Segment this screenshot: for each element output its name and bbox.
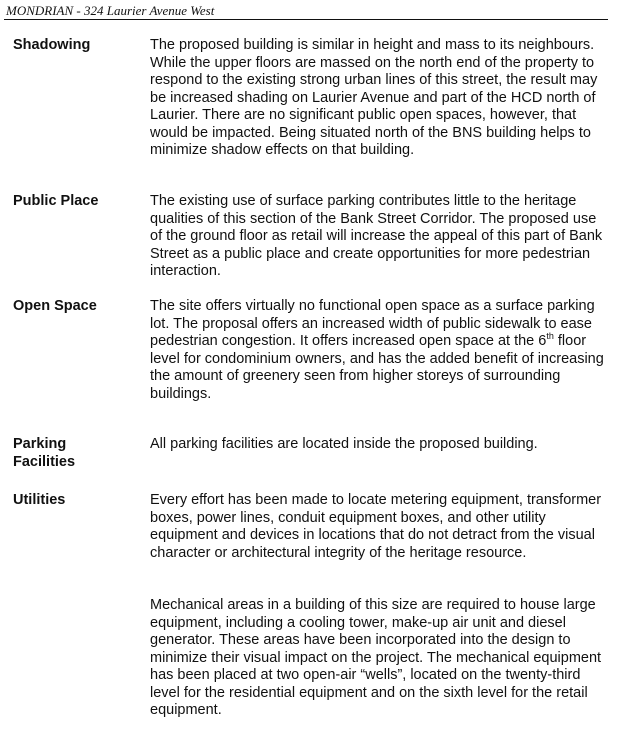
section-label: Parking Facilities [13, 436, 76, 470]
section-paragraph: The proposed building is similar in height and mass to its neighbours. While the upper floors are massed on the north end of the property to respond to the existing strong urban lines of this street, the result may be increased shading on Laurier Avenue and part of the HCD north of Laurier. There are no significant public open spaces, however, that would be impacted. Being situated north of the BNS building helps to minimize shadow effects on that building. [150, 37, 598, 158]
section-label: Shadowing [13, 37, 91, 53]
section-label: Public Place [13, 193, 99, 209]
section-paragraph: Mechanical areas in a building of this size are required to house large equipment, including a cooling tower, make-up air unit and diesel generator. These areas have been incorporated into the design to minimize their visual impact on the project. The mechanical equipment has been placed at two open-air “wells”, located on the twenty-third level for the residential equipment and on the sixth level for the retail equipment. [150, 597, 602, 718]
page-header-title: MONDRIAN - 324 Laurier Avenue West [6, 3, 215, 18]
ordinal-superscript: th [546, 331, 554, 342]
section-paragraph: The existing use of surface parking contributes little to the heritage qualities of this section of the Bank Street Corridor. The proposed use of the ground floor as retail will increase the appeal of this part of Bank Street as a public place and create opportunities for more pedestrian interaction. [150, 193, 603, 279]
paragraph-text: The site offers virtually no functional open space as a surface parking lot. The proposal offers an increased width of public sidewalk to ease pedestrian congestion. It offers increased open space at the 6 [150, 298, 595, 349]
section-paragraph: All parking facilities are located inside the proposed building. [150, 436, 538, 452]
paragraph-text: floor level for condominium owners, and has the added benefit of increasing the amount of greenery seen from higher storeys of surrounding buildings. [150, 333, 604, 402]
header-rule [4, 19, 608, 20]
section-paragraph: Every effort has been made to locate metering equipment, transformer boxes, power lines, conduit equipment boxes, and other utility equipment and devices in locations that do not detract from the visual character or architectural integrity of the heritage resource. [150, 492, 602, 561]
section-label: Utilities [13, 492, 66, 508]
section-label: Open Space [13, 298, 97, 314]
section-paragraph [150, 298, 610, 403]
